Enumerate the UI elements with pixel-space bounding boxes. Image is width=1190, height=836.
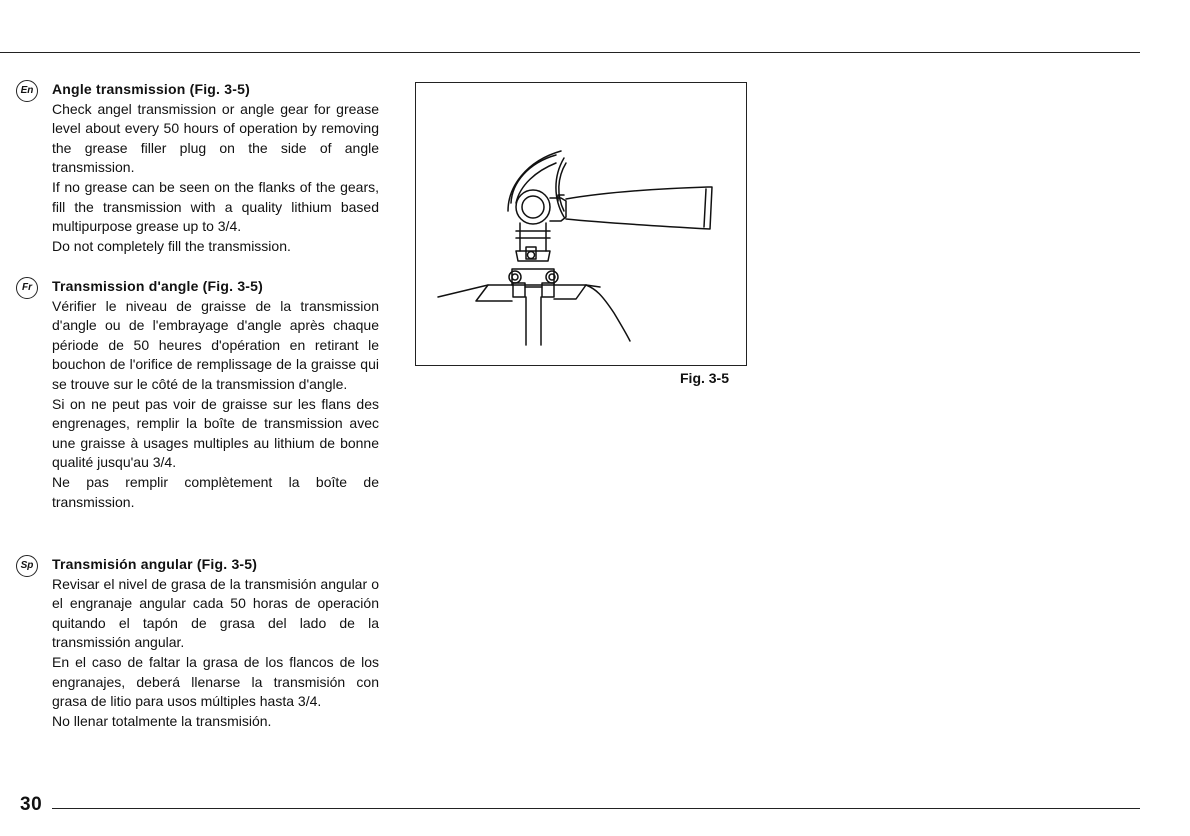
section-spanish <box>16 555 386 731</box>
paragraph: Revisar el nivel de grasa de la transmisión angular o el engranaje angular cada 50 horas de operación quitando el tapón de grasa del lado de la transmissión angular. <box>52 575 379 651</box>
angle-transmission-illustration <box>416 83 746 365</box>
paragraph: Check angel transmission or angle gear for grease level about every 50 hours of operation by removing the grease filler plug on the side of angle transmission. <box>52 100 379 176</box>
section-title: Transmission d'angle (Fig. 3-5) <box>52 278 264 294</box>
figure-caption: Fig. 3-5 <box>680 370 730 386</box>
page-number: 30 <box>20 794 43 815</box>
paragraph: Si on ne peut pas voir de graisse sur les flans des engrenages, remplir la boîte de transmission avec une graisse à usages multiples au lithium de bonne qualité jusqu'au 3/4. <box>52 395 379 471</box>
language-badge-en: En <box>16 80 38 102</box>
clamp-screw-icon <box>528 252 535 259</box>
gear-head <box>516 190 550 224</box>
bottom-rule <box>52 808 1140 809</box>
language-badge-fr: Fr <box>16 277 38 299</box>
language-badge-sp: Sp <box>16 555 38 577</box>
grease-tube <box>566 187 712 229</box>
figure-3-5 <box>415 82 747 366</box>
paragraph: En el caso de faltar la grasa de los flancos de los engranajes, deberá llenarse la transmisión con grasa de litio para usos múltiples hasta 3/4. <box>52 653 379 710</box>
section-title: Transmisión angular (Fig. 3-5) <box>52 556 258 572</box>
section-title: Angle transmission (Fig. 3-5) <box>52 81 250 97</box>
base-line-left <box>438 285 512 297</box>
paragraph: No llenar totalmente la transmisión. <box>52 712 272 729</box>
top-rule <box>0 52 1140 53</box>
paragraph: If no grease can be seen on the flanks of the gears, fill the transmission with a quality lithium based multipurpose grease up to 3/4. <box>52 178 379 235</box>
base-line-right <box>586 285 630 341</box>
shaft <box>526 297 541 345</box>
section-english <box>16 80 386 256</box>
section-french <box>16 277 386 512</box>
guard-mid-arc <box>559 163 566 211</box>
paragraph: Do not completely fill the transmission. <box>52 237 291 254</box>
paragraph: Ne pas remplir complètement la boîte de transmission. <box>52 473 379 510</box>
paragraph: Vérifier le niveau de graisse de la transmission d'angle ou de l'embrayage d'angle après chaque période de 50 heures d'opération en retirant le bouchon de l'orifice de remplissage de la graisse qui se trouve sur le côté de la transmission d'angle. <box>52 297 379 392</box>
